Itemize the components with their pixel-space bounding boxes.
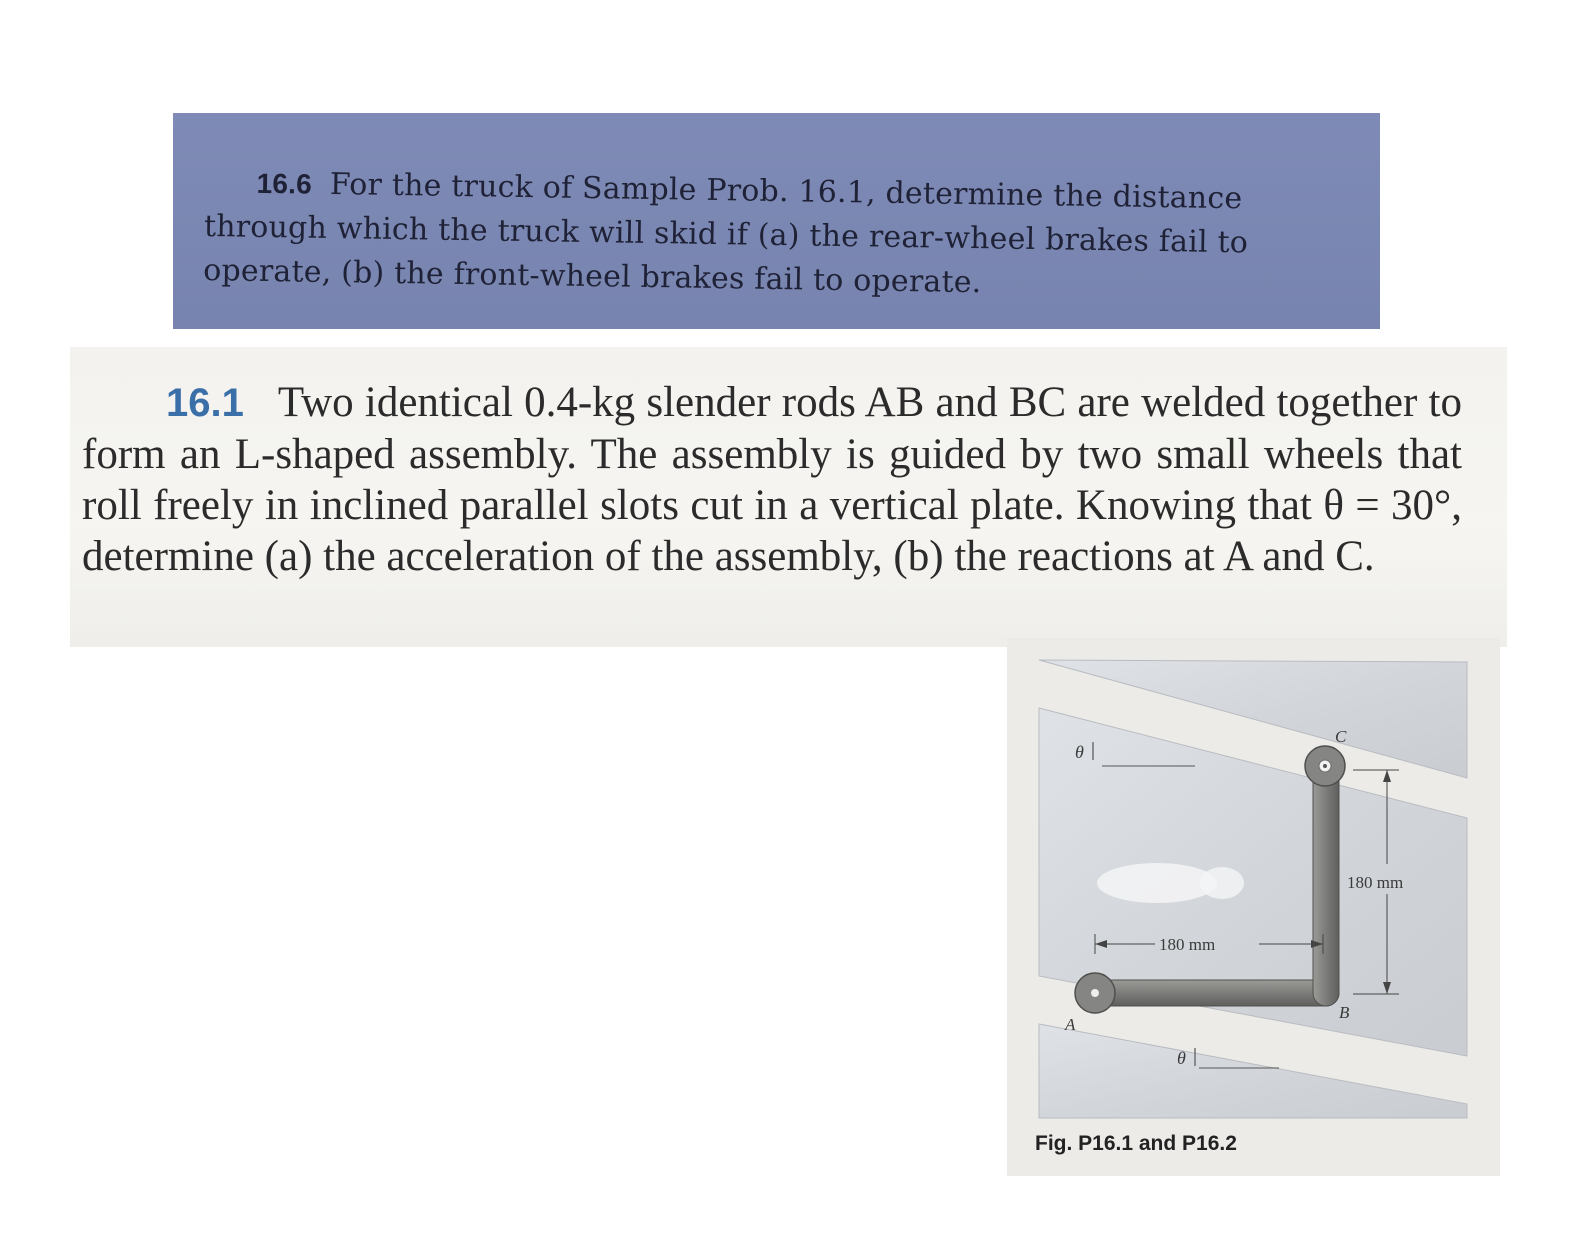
problem-16-1-text: Two identical 0.4-kg slender rods AB and BC are welded together to form an L-shaped assembly. The assembly is guided by two small wheels that roll freely in inclined parallel slots cut in a vertical plate. Knowing that θ = 30°, determine (a) the acceleration of the assembly, (b) the reactions at A and C. bbox=[82, 379, 1462, 580]
dim-vertical-label: 180 mm bbox=[1347, 873, 1404, 892]
problem-16-6-text-block bbox=[203, 161, 1295, 310]
rod-bc bbox=[1313, 758, 1339, 1006]
wheel-a-hub bbox=[1091, 989, 1099, 997]
dim-horizontal-label: 180 mm bbox=[1159, 935, 1216, 954]
dim-vertical-arrow-top bbox=[1383, 770, 1391, 782]
point-a-label: A bbox=[1065, 1015, 1076, 1034]
problem-16-6-number: 16.6 bbox=[256, 167, 313, 200]
problem-16-1-number: 16.1 bbox=[166, 381, 244, 425]
theta-bottom-label: θ bbox=[1177, 1048, 1186, 1068]
l-shaped-assembly-diagram bbox=[1007, 638, 1500, 1176]
figure-p16-1 bbox=[1007, 638, 1500, 1176]
wheel-c-axle bbox=[1323, 764, 1327, 768]
problem-16-1-block bbox=[70, 347, 1507, 647]
glare-patch-small bbox=[1200, 867, 1244, 899]
problem-16-6-text: For the truck of Sample Prob. 16.1, determine the distance through which the truck will skid if (a) the rear-wheel brakes fail to operate, (b) the front-wheel brakes fail to operate. bbox=[203, 166, 1249, 301]
figure-caption: Fig. P16.1 and P16.2 bbox=[1035, 1132, 1237, 1155]
point-c-label: C bbox=[1335, 727, 1347, 746]
problem-16-1-text-block bbox=[82, 377, 1462, 582]
glare-patch bbox=[1097, 863, 1217, 903]
point-b-label: B bbox=[1339, 1003, 1350, 1022]
problem-16-6-block bbox=[173, 113, 1380, 329]
theta-top-label: θ bbox=[1075, 742, 1084, 762]
rod-ab bbox=[1089, 980, 1339, 1006]
